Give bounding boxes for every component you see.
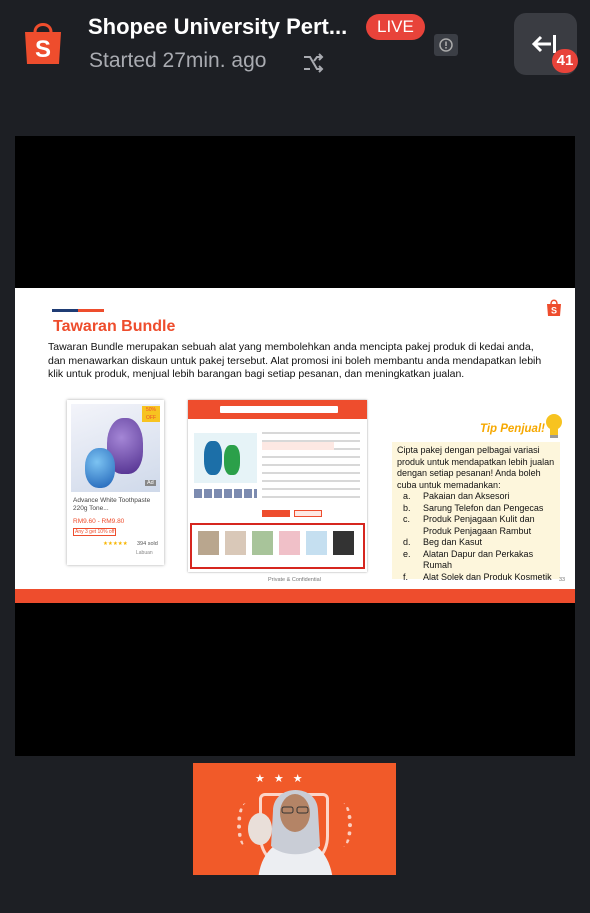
live-badge: LIVE bbox=[366, 14, 425, 40]
stars-decoration: ★★★ bbox=[255, 773, 312, 785]
tip-list-item: f. Alat Solek dan Produk Kosmetik bbox=[403, 571, 552, 582]
slide-footer-bar bbox=[15, 589, 575, 603]
presenter-camera[interactable] bbox=[193, 763, 396, 875]
product-card-example bbox=[67, 400, 164, 565]
stream-start-time: Started 27min. ago bbox=[89, 49, 267, 72]
slide-body-text: Tawaran Bundle merupakan sebuah alat yang membolehkan anda mencipta pakej produk di kedai anda, dan menawarkan diskaun untuk pakej tersebut. Alat promosi ini boleh membantu anda mendapatkan lebih klik untuk produk, menjual lebih barangan bagi setiap pesanan, dan meningkatkan jualan. bbox=[48, 341, 542, 380]
slide-title: Tawaran Bundle bbox=[53, 318, 176, 335]
product-image bbox=[71, 404, 160, 492]
presentation-slide bbox=[15, 288, 575, 603]
tip-list-item: d. Beg dan Kasut bbox=[403, 537, 483, 547]
tip-list bbox=[397, 491, 562, 583]
svg-text:S: S bbox=[550, 305, 558, 316]
svg-text:S: S bbox=[34, 36, 52, 63]
tip-list-item: a. Pakaian dan Aksesori bbox=[403, 491, 510, 501]
bundle-deal-highlight bbox=[190, 523, 365, 569]
product-price: RM9.60 - RM9.80 bbox=[73, 518, 125, 525]
shuffle-icon[interactable] bbox=[302, 52, 324, 74]
shopee-bag-icon bbox=[22, 18, 64, 66]
shopee-logo-icon bbox=[546, 298, 562, 320]
presenter-avatar bbox=[238, 771, 353, 875]
rating-stars: ★★★★★ bbox=[103, 541, 128, 547]
tip-list-item: e. Alatan Dapur dan Perkakas Rumah bbox=[403, 548, 534, 570]
tip-intro: Cipta pakej dengan pelbagai variasi produk untuk mendapatkan lebih jualan dengan setiap pesanan! Anda boleh cuba untuk memadankan: bbox=[397, 445, 555, 490]
bundle-tag: Any 3 get 10% off bbox=[75, 529, 115, 535]
stream-video[interactable] bbox=[15, 136, 575, 756]
stream-title[interactable]: Shopee University Pert... bbox=[88, 14, 348, 39]
tip-list-item: b. Sarung Telefon dan Pengecas bbox=[403, 502, 544, 513]
product-location: Labuan bbox=[136, 550, 153, 556]
tip-list-item: c. Produk Penjagaan Kulit dan Produk Penjagaan Rambut bbox=[403, 514, 535, 536]
product-page-screenshot bbox=[188, 400, 367, 572]
stream-header bbox=[0, 0, 590, 100]
viewer-count-badge: 41 bbox=[552, 49, 578, 73]
sale-badge: 50% OFF bbox=[142, 406, 160, 422]
confidential-label: Private & Confidential bbox=[268, 577, 321, 583]
title-accent-lines bbox=[52, 309, 104, 313]
tip-title: Tip Penjual! bbox=[480, 423, 545, 435]
info-icon[interactable] bbox=[434, 34, 458, 56]
sold-count: 394 sold bbox=[137, 541, 158, 547]
product-name: Advance White Toothpaste 220g Tone... bbox=[73, 497, 151, 512]
slide-page-number: 33 bbox=[559, 577, 566, 583]
tip-content bbox=[397, 445, 562, 583]
lightbulb-icon bbox=[545, 413, 563, 439]
ad-label: Ad bbox=[147, 480, 154, 486]
